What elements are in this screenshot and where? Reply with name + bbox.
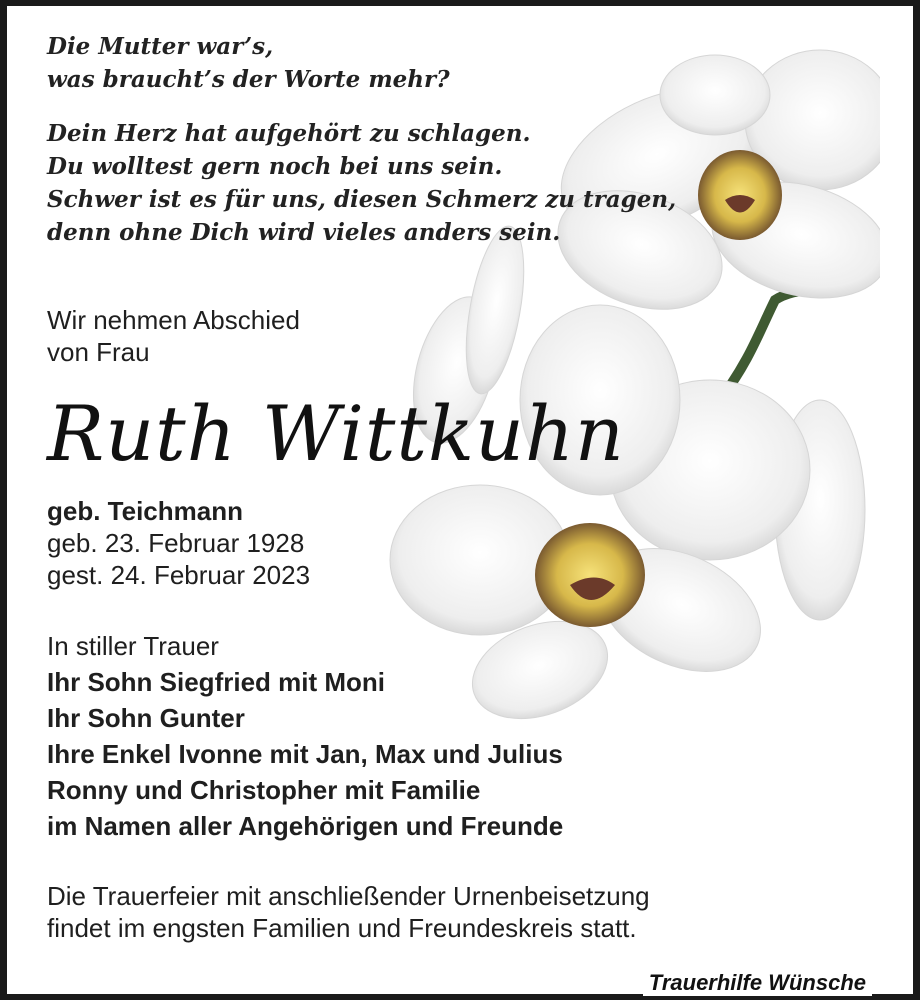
mourner-line: Ihre Enkel Ivonne mit Jan, Max und Julius	[47, 739, 563, 769]
poem-line: Schwer ist es für uns, diesen Schmerz zu tragen,	[47, 186, 677, 213]
poem-stanza-1	[47, 30, 450, 96]
deceased-name: Ruth Wittkuhn	[47, 389, 625, 478]
poem-line: Du wolltest gern noch bei uns sein.	[47, 153, 503, 180]
notice-line: Die Trauerfeier mit anschließender Urnenbeisetzung	[47, 881, 650, 911]
poem-line: Die Mutter war’s,	[47, 33, 274, 60]
mourners-label: In stiller Trauer	[47, 631, 219, 661]
intro-line: Wir nehmen Abschied	[47, 305, 300, 335]
poem-line: Dein Herz hat aufgehört zu schlagen.	[47, 120, 531, 147]
notice-line: findet im engsten Familien und Freundeskreis statt.	[47, 913, 637, 943]
death-date: gest. 24. Februar 2023	[47, 560, 311, 590]
mourner-line: Ihr Sohn Siegfried mit Moni	[47, 667, 385, 697]
intro-text	[47, 304, 300, 368]
funeral-home-brand: Trauerhilfe Wünsche	[643, 970, 872, 996]
poem-stanza-2	[47, 117, 676, 249]
poem-line: was braucht’s der Worte mehr?	[47, 66, 450, 93]
birth-date: geb. 23. Februar 1928	[47, 528, 305, 558]
mourner-line: Ihr Sohn Gunter	[47, 703, 245, 733]
poem-line: denn ohne Dich wird vieles anders sein.	[47, 219, 561, 246]
funeral-notice	[47, 880, 650, 944]
intro-line: von Frau	[47, 337, 150, 367]
maiden-name: geb. Teichmann	[47, 496, 243, 526]
deceased-details	[47, 495, 310, 591]
mourner-line: im Namen aller Angehörigen und Freunde	[47, 811, 564, 841]
mourner-line: Ronny und Christopher mit Familie	[47, 775, 481, 805]
mourners-list	[47, 664, 563, 844]
